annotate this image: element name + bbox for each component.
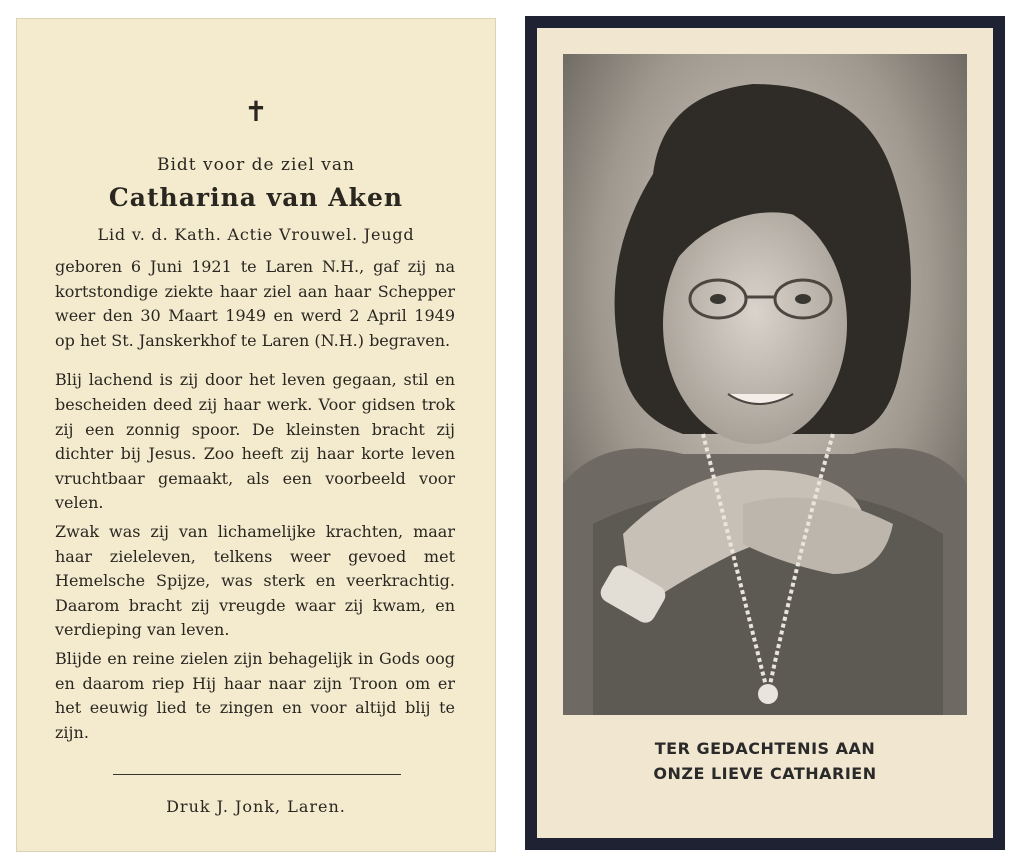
membership-text: Lid v. d. Kath. Actie Vrouwel. Jeugd — [97, 225, 415, 244]
cross-icon: ✝ — [244, 95, 268, 128]
divider — [113, 774, 401, 775]
deceased-name: Catharina van Aken — [108, 183, 404, 212]
paragraph-character: Blij lachend is zij door het leven gegaan, stil en bescheiden deed zij haar werk. Voor gidsen trok zij een zonnig spoor. De kleinsten bracht zij dichter bij Jesus. Zoo heeft zij haar korte leven vruchtbaar gemaakt, als een voorbeeld voor velen. — [55, 370, 455, 513]
caption-line-1: TER GEDACHTENIS AAN — [654, 739, 876, 758]
caption-line-2: ONZE LIEVE CATHARIEN — [653, 764, 877, 783]
printer-credit: Druk J. Jonk, Laren. — [166, 797, 346, 816]
intro-text: Bidt voor de ziel van — [157, 155, 355, 175]
caption — [537, 736, 993, 786]
paragraph-faith: Zwak was zij van lichamelijke krachten, maar haar zieleleven, telkens weer gevoed met Hemelsche Spijze, was sterk en veerkrachtig. Daarom bracht zij vreugde waar zij kwam, en verdieping van leven. — [55, 521, 455, 640]
memorial-card-text — [16, 18, 496, 852]
paragraph-closing: Blijde en reine zielen zijn behagelijk in Gods oog en daarom riep Hij haar naar zijn Troon om er het eeuwig lied te zingen en voor altijd blij te zijn. — [55, 648, 455, 742]
paragraph-biography: geboren 6 Juni 1921 te Laren N.H., gaf zij na kortstondige ziekte haar ziel aan haar Schepper weer den 30 Maart 1949 en werd 2 April 1949 op het St. Janskerkhof te Laren (N.H.) begraven. — [55, 257, 455, 350]
portrait-illustration — [563, 54, 967, 715]
portrait-photo — [563, 54, 967, 715]
photo-mount — [537, 28, 993, 838]
memorial-body — [55, 255, 455, 745]
memorial-card-photo — [525, 16, 1005, 850]
